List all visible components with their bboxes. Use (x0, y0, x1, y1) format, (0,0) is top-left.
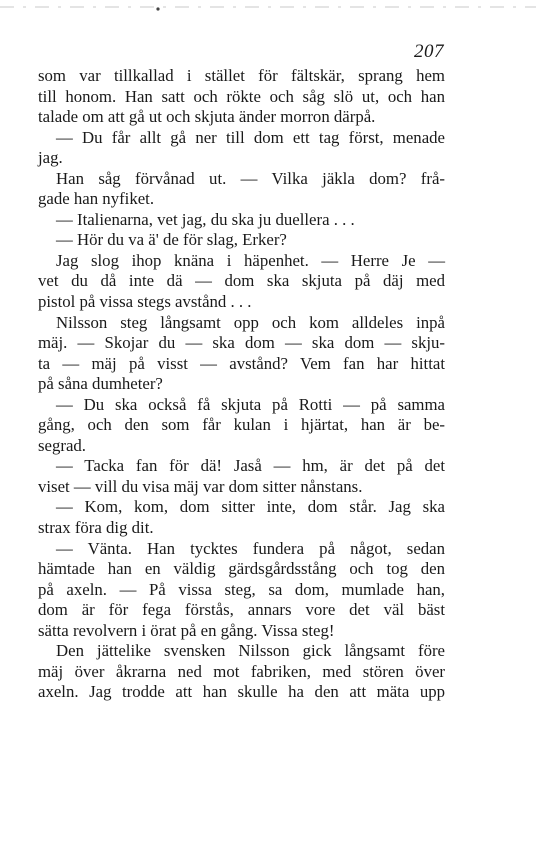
text-line: — Italienarna, vet jag, du ska ju duellera . . . (56, 209, 355, 229)
text-line: — Vänta. Han tycktes fundera på något, sedan (56, 538, 445, 558)
text-line: — Du ska också få skjuta på Rotti — på samma (56, 394, 445, 414)
text-line: på såna dumheter? (38, 374, 163, 394)
text-line: gade han nyfiket. (38, 189, 155, 209)
text-line: — Hör du va ä' de för slag, Erker? (56, 230, 287, 250)
text-line: ta — mäj på visst — avstånd? Vem fan har hittat (38, 353, 445, 373)
text-line: axeln. Jag trodde att han skulle ha den att mäta upp (38, 682, 445, 702)
text-line: segrad. (38, 435, 86, 455)
text-line: sätta revolvern i örat på en gång. Vissa steg! (38, 620, 335, 640)
text-line: på axeln. — På vissa steg, sa dom, mumlade han, (38, 579, 445, 599)
text-line: till honom. Han satt och rökte och såg slö ut, och han (38, 86, 445, 106)
text-line: hämtade han en väldig gärdsgårdsstång och tog den (38, 559, 445, 579)
text-line: pistol på vissa stegs avstånd . . . (38, 292, 252, 312)
page-number: 207 (414, 41, 444, 62)
text-line: — Du får allt gå ner till dom ett tag först, menade (56, 127, 445, 147)
text-line: som var tillkallad i stället för fältskär, sprang hem (38, 66, 445, 85)
text-line: Nilsson steg långsamt opp och kom alldeles inpå (56, 312, 445, 332)
text-line: — Tacka fan för dä! Jaså — hm, är det på det (56, 456, 445, 476)
top-edge-rule (0, 4, 536, 12)
text-line: jag. (38, 148, 63, 168)
text-line: Han såg förvånad ut. — Vilka jäkla dom? frå- (56, 168, 445, 188)
text-line: Jag slog ihop knäna i häpenhet. — Herre Je — (56, 250, 445, 270)
text-line: dom är för fega förstås, annars vore det väl bäst (38, 600, 445, 620)
text-line: strax föra dig dit. (38, 518, 154, 538)
text-line: mäj. — Skojar du — ska dom — ska dom — skju- (38, 333, 445, 353)
text-line: viset — vill du visa mäj var dom sitter nånstans. (38, 476, 363, 496)
text-line: Den jättelike svensken Nilsson gick långsamt före (56, 641, 445, 661)
text-line: vet du då inte dä — dom ska skjuta på däj med (38, 271, 445, 291)
body-text (38, 66, 445, 703)
text-line: talade om att gå ut och skjuta änder morron därpå. (38, 107, 376, 127)
text-line: — Kom, kom, dom sitter inte, dom står. Jag ska (56, 497, 445, 517)
text-line: gång, och den som får kulan i hjärtat, han är be- (38, 415, 445, 435)
text-line: mäj över åkrarna ned mot fabriken, med stören över (38, 661, 445, 681)
